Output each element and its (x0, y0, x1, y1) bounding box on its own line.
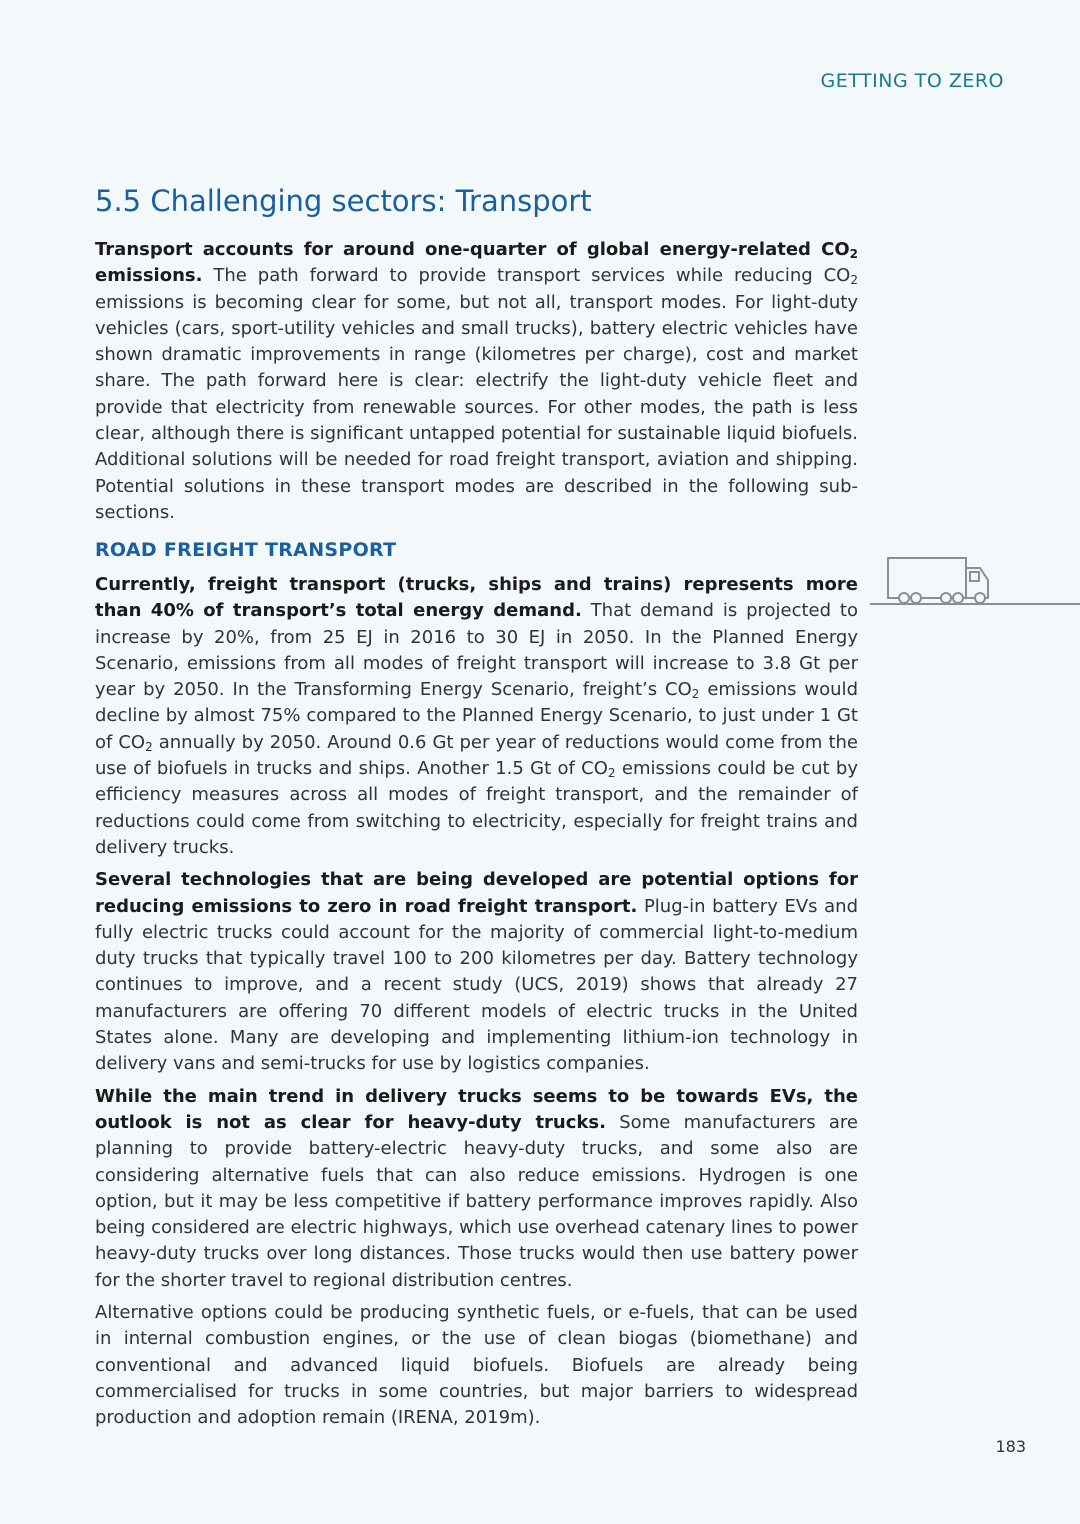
running-header: GETTING TO ZERO (820, 70, 1004, 92)
intro-paragraph (95, 237, 858, 526)
section-title: 5.5 Challenging sectors: Transport (95, 184, 592, 218)
freight-paragraph-2: Several technologies that are being developed are potential options for reducing emissions to zero in road freight transport. Plug-in battery EVs and fully electric trucks could account for the majority of commercial light-to-medium duty trucks that typically travel 100 to 200 kilometres per day. Battery technology continues to improve, and a recent study (UCS, 2019) shows that already 27 manufacturers are offering 70 different models of electric trucks in the United States alone. Many are developing and implementing lithium-ion technology in delivery vans and semi-trucks for use by logistics companies. (95, 869, 858, 1075)
truck-icon (870, 552, 1080, 612)
intro-body: The path forward to provide transport services while reducing $CO_2$ emissions is becoming clear for some, but not all, transport modes. For light-duty vehicles (cars, sport-utility vehicles and small trucks), battery electric vehicles have shown dramatic improvements in range (kilometres per charge), cost and market share. The path forward here is clear: electrify the light-duty vehicle fleet and provide that electricity from renewable sources. For other modes, the path is less clear, although there is significant untapped potential for sustainable liquid biofuels. Additional solutions will be needed for road freight transport, aviation and shipping. Potential solutions in these transport modes are described in the following sub-sections. (95, 265, 858, 523)
road-freight-heading: ROAD FREIGHT TRANSPORT (95, 539, 397, 561)
road-freight-body (95, 572, 858, 1432)
freight-paragraph-3: While the main trend in delivery trucks seems to be towards EVs, the outlook is not as clear for heavy-duty trucks. Some manufacturers are planning to provide battery-electric heavy-duty trucks, and some also are considering alternative fuels that can also reduce emissions. Hydrogen is one option, but it may be less competitive if battery performance improves rapidly. Also being considered are electric highways, which use overhead catenary lines to power heavy-duty trucks over long distances. Those trucks would then use battery power for the shorter travel to regional distribution centres. (95, 1085, 858, 1291)
page-number: 183 (995, 1437, 1026, 1456)
intro-lead: Transport accounts for around one-quarter of global energy-related $CO_2$ emissions. (95, 239, 858, 287)
freight-paragraph-4: Alternative options could be producing synthetic fuels, or e-fuels, that can be used in internal combustion engines, or the use of clean biogas (biomethane) and conventional and advanced liquid biofuels. Biofuels are already being commercialised for trucks in some countries, but major barriers to widespread production and adoption remain (IRENA, 2019m). (95, 1302, 858, 1429)
freight-paragraph-1: Currently, freight transport (trucks, ships and trains) represents more than 40% of transport’s total energy demand. That demand is projected to increase by 20%, from 25 EJ in 2016 to 30 EJ in 2050. In the Planned Energy Scenario, emissions from all modes of freight transport will increase to 3.8 Gt per year by 2050. In the Transforming Energy Scenario, freight’s $CO_2$ emissions would decline by almost 75% compared to the Planned Energy Scenario, to just under 1 Gt of $CO_2$ annually by 2050. Around 0.6 Gt per year of reductions would come from the use of biofuels in trucks and ships. Another 1.5 Gt of $CO_2$ emissions could be cut by efficiency measures across all modes of freight transport, and the remainder of reductions could come from switching to electricity, especially for freight trains and delivery trucks. (95, 574, 859, 858)
